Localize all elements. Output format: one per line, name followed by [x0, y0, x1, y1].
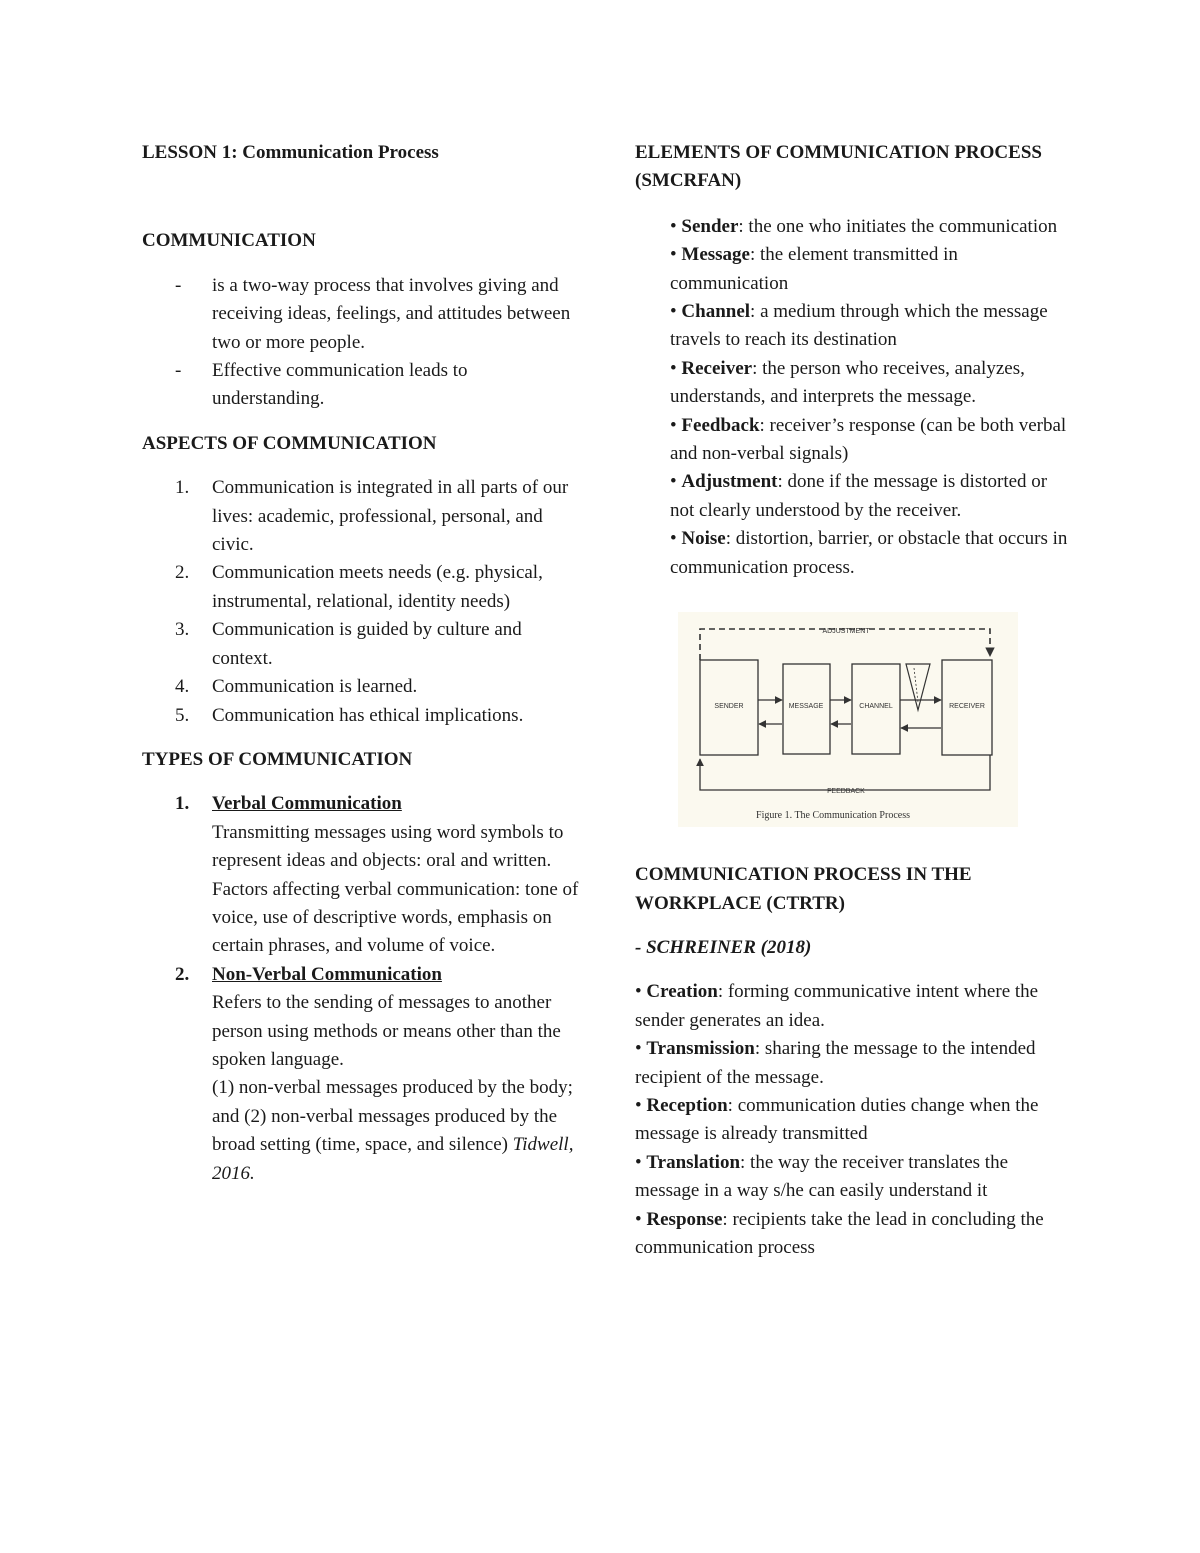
verbal-communication-title: Verbal Communication [212, 793, 402, 815]
sender-label: SENDER [714, 703, 744, 711]
nonverbal-communication-title: Non-Verbal Communication [212, 963, 442, 985]
list-item: • Transmission: sharing the message to the intended recipient of the message. [635, 1038, 1036, 1088]
author-line: - SCHREINER (2018) [635, 936, 812, 958]
feedback-label: FEEDBACK [827, 788, 865, 796]
workplace-heading: COMMUNICATION PROCESS IN THE WORKPLACE (CTRTR) [635, 864, 972, 914]
list-item: • Channel: a medium through which the message travels to reach its destination [670, 301, 1048, 351]
channel-label: CHANNEL [859, 703, 893, 711]
list-item: • Creation: forming communicative intent where the sender generates an idea. [635, 981, 1039, 1031]
types-list [142, 790, 582, 1188]
communication-process-figure [678, 612, 1018, 827]
feedback-loop [700, 755, 990, 790]
receiver-label: RECEIVER [949, 703, 985, 711]
aspects-list [142, 474, 582, 730]
citation: Tidwell, 2016. [212, 1134, 574, 1184]
aspects-heading: ASPECTS OF COMMUNICATION [142, 432, 437, 454]
paragraph: (1) non-verbal messages produced by the body; and (2) non-verbal messages produced by the broad setting (time, space, and silence) Tidwell, 2016. [212, 1077, 574, 1184]
right-column [635, 139, 1075, 1262]
communication-process-diagram [678, 612, 1018, 827]
list-item: • Response: recipients take the lead in concluding the communication process [635, 1208, 1044, 1258]
list-item: • Translation: the way the receiver translates the message in a way s/he can easily understand it [635, 1151, 1009, 1202]
list-item: 1. Verbal Communication Transmitting messages using word symbols to represent ideas and objects: oral and written. Factors affecting verbal communication: tone of voice, use of descriptive words, emphasis on certain phrases, and volume of voice. [142, 790, 582, 960]
figure-caption: Figure 1. The Communication Process [756, 810, 910, 822]
elements-list [635, 213, 1075, 582]
adjustment-label: ADJUSTMENT [822, 628, 870, 636]
paragraph: Transmitting messages using word symbols to represent ideas and objects: oral and written. [212, 821, 564, 872]
list-item: • Sender: the one who initiates the communication [670, 215, 1058, 237]
list-item: • Reception: communication duties change when the message is already transmitted [635, 1094, 1039, 1145]
list-item: 2. Non-Verbal Communication Refers to the sending of messages to another person using methods or means other than the spoken language. (1) non-verbal messages produced by the body; and (2) non-verbal messages produced by the broad setting (time, space, and silence) Tidwell, 2016. [142, 961, 582, 1188]
list-item: • Message: the element transmitted in communication [670, 244, 958, 294]
paragraph: Factors affecting verbal communication: tone of voice, use of descriptive words, emphasis on certain phrases, and volume of voice. [212, 878, 579, 957]
list-item: • Feedback: receiver’s response (can be both verbal and non-verbal signals) [670, 414, 1067, 465]
types-heading: TYPES OF COMMUNICATION [142, 748, 413, 770]
message-label: MESSAGE [788, 703, 824, 711]
list-item: 3. Communication is guided by culture and context. [175, 619, 522, 669]
elements-heading: ELEMENTS OF COMMUNICATION PROCESS (SMCRFAN) [635, 142, 1042, 192]
lesson-title: LESSON 1: Communication Process [142, 142, 439, 163]
left-column [142, 139, 582, 1188]
list-item: • Receiver: the person who receives, analyzes, understands, and interprets the message. [670, 357, 1025, 408]
communication-points [142, 272, 582, 414]
list-item: - is a two-way process that involves giving and receiving ideas, feelings, and attitudes between two or more people. [175, 274, 571, 353]
noise-wedge [906, 664, 930, 710]
communication-heading: COMMUNICATION [142, 230, 316, 252]
list-item: 2. Communication meets needs (e.g. physical, instrumental, relational, identity needs) [175, 562, 543, 612]
list-item: 4. Communication is learned. [175, 676, 418, 698]
workplace-steps [635, 978, 1075, 1262]
list-item: 5. Communication has ethical implications. [175, 704, 524, 726]
list-item: - Effective communication leads to understanding. [175, 360, 468, 410]
list-item: • Noise: distortion, barrier, or obstacle that occurs in communication process. [670, 528, 1068, 578]
paragraph: Refers to the sending of messages to another person using methods or means other than the spoken language. [212, 992, 561, 1070]
list-item: 1. Communication is integrated in all parts of our lives: academic, professional, personal, and civic. [175, 477, 569, 556]
list-item: • Adjustment: done if the message is distorted or not clearly understood by the receiver. [670, 471, 1048, 521]
